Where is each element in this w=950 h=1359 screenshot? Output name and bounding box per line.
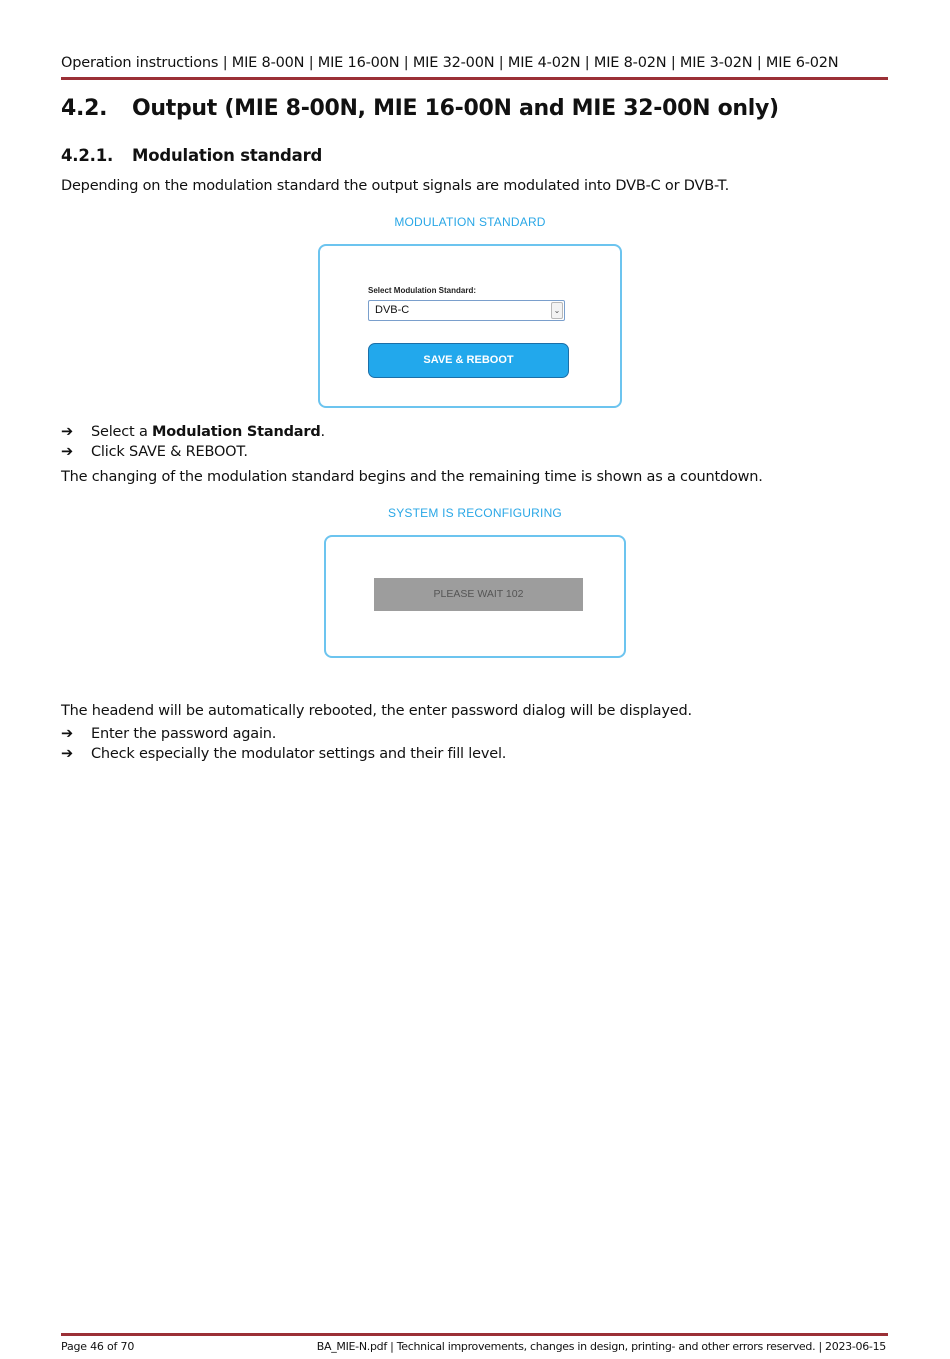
step-text: Enter the password again. (91, 726, 277, 742)
step-enter-password (61, 726, 276, 742)
countdown-paragraph: The changing of the modulation standard begins and the remaining time is shown as a countdown. (61, 469, 763, 485)
arrow-right-icon: ➔ (61, 444, 73, 460)
step-check-modulator (61, 746, 506, 762)
arrow-right-icon: ➔ (61, 424, 73, 440)
modulation-panel-title: MODULATION STANDARD (394, 215, 546, 229)
intro-paragraph: Depending on the modulation standard the output signals are modulated into DVB-C or DVB-T. (61, 178, 729, 194)
step-bold-text: Modulation Standard (152, 424, 321, 440)
footer-divider (61, 1333, 888, 1336)
step-click-save (61, 444, 248, 460)
footer-note: BA_MIE-N.pdf | Technical improvements, changes in design, printing- and other errors reserved. | 2023-06-15 (316, 1340, 886, 1353)
section-heading (61, 96, 779, 121)
step-text: Click SAVE & REBOOT. (91, 444, 248, 460)
subsection-number: 4.2.1. (61, 146, 114, 165)
page-number: Page 46 of 70 (61, 1340, 135, 1353)
section-title: Output (MIE 8-00N, MIE 16-00N and MIE 32-00N only) (132, 96, 779, 121)
save-reboot-button[interactable]: SAVE & REBOOT (368, 343, 569, 378)
please-wait-countdown: PLEASE WAIT 102 (374, 578, 583, 611)
modulation-field-label: Select Modulation Standard: (368, 286, 477, 295)
arrow-right-icon: ➔ (61, 726, 73, 742)
modulation-panel (318, 244, 622, 408)
header-divider (61, 77, 888, 80)
reboot-paragraph: The headend will be automatically rebooted, the enter password dialog will be displayed. (61, 703, 692, 719)
arrow-right-icon: ➔ (61, 746, 73, 762)
step-select-modulation (61, 424, 325, 440)
subsection-heading (61, 146, 322, 165)
chevron-down-icon[interactable]: ⌄ (551, 302, 563, 319)
step-text: Check especially the modulator settings and their fill level. (91, 746, 507, 762)
section-number: 4.2. (61, 96, 108, 121)
modulation-selected-value: DVB-C (375, 304, 410, 316)
reconfig-panel-title: SYSTEM IS RECONFIGURING (388, 506, 562, 520)
modulation-standard-select[interactable] (368, 300, 565, 321)
step-text: Select a (91, 424, 153, 440)
step-suffix: . (320, 424, 325, 440)
document-header: Operation instructions | MIE 8-00N | MIE 16-00N | MIE 32-00N | MIE 4-02N | MIE 8-02N | MIE 3-02N | MIE 6-02N (61, 55, 839, 71)
subsection-title: Modulation standard (132, 146, 323, 165)
